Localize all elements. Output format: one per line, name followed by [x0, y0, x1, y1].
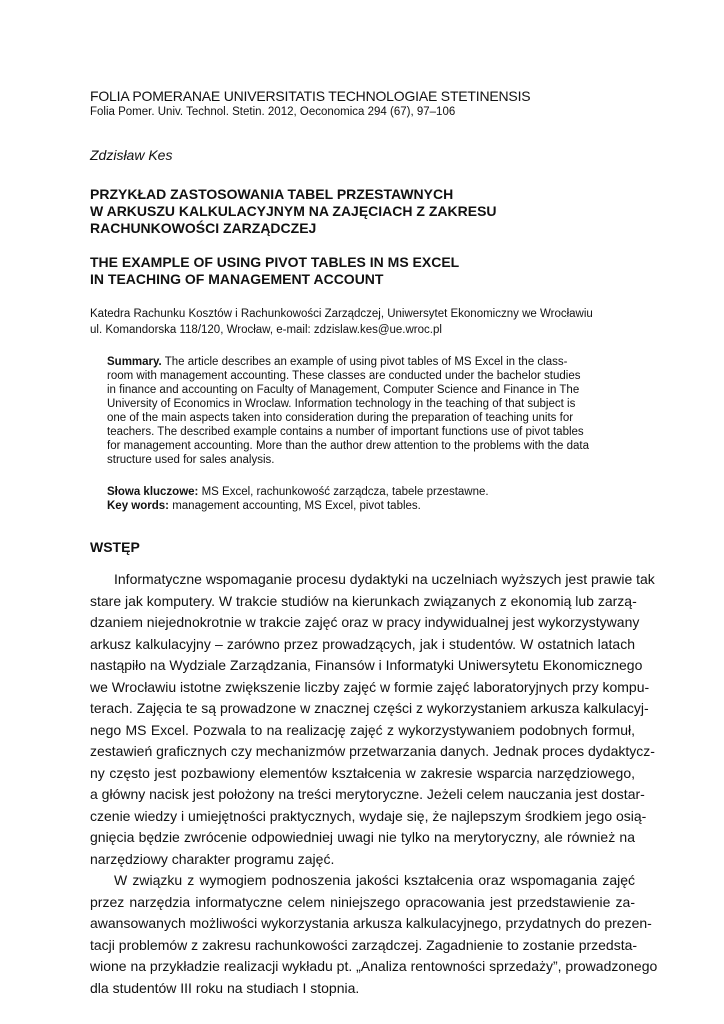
paragraph-line: we Wrocławiu istotne zwiększenie liczby zajęć w formie zajęć laboratoryjnych przy kompu-: [90, 678, 650, 695]
keywords-english: [107, 499, 635, 513]
title-english-line: THE EXAMPLE OF USING PIVOT TABLES IN MS EXCEL: [90, 254, 460, 270]
summary-line: structure used for sales analysis.: [107, 454, 275, 466]
paragraph-line: nastąpiło na Wydziale Zarządzania, Finansów i Informatyki Uniwersytetu Ekonomicznego: [90, 657, 643, 673]
paragraph-line: arkusz kalkulacyjny – zarówno przez prowadzących, jak i studentów. W ostatnich latach: [90, 635, 635, 652]
paragraph-line: zestawień graficznych czy mechanizmów przetwarzania danych. Jednak proces dydaktycz-: [90, 743, 655, 759]
keywords-english-label: Key words:: [107, 500, 169, 512]
journal-name: FOLIA POMERANAE UNIVERSITATIS TECHNOLOGIAE STETINENSIS: [90, 88, 531, 104]
paragraph-line: dla studentów III roku na studiach I stopnia.: [90, 979, 360, 996]
paragraph-line: stare jak komputery. W trakcie studiów na kierunkach związanych z ekonomią lub zarzą-: [90, 592, 637, 609]
summary-label: Summary.: [107, 356, 162, 368]
paragraph-line: przez narzędzia informatyczne celem niniejszego opracowania jest przedstawienie za-: [90, 893, 635, 910]
paragraph-line: awansowanych możliwości wykorzystania arkusza kalkulacyjnego, przydatnych do prezen-: [90, 915, 652, 931]
summary-first-line: [107, 355, 635, 369]
summary-text: The article describes an example of using pivot tables of MS Excel in the class-: [161, 356, 568, 368]
citation-line: Folia Pomer. Univ. Technol. Stetin. 2012, Oeconomica 294 (67), 97–106: [90, 106, 456, 118]
paragraph-line: dzaniem niejednokrotnie w trakcie zajęć oraz w pracy indywidualnej jest wykorzystywany: [90, 614, 640, 630]
keywords-polish-text: MS Excel, rachunkowość zarządcza, tabele przestawne.: [198, 486, 489, 498]
summary-line: for management accounting. More than the author drew attention to the problems with the data: [107, 440, 590, 452]
paragraph-line: czenie wiedzy i umiejętności praktycznych, wydaje się, że najlepszym środkiem jego osią-: [90, 807, 647, 824]
section-heading: WSTĘP: [90, 539, 140, 555]
paragraph-line: narzędziowy charakter programu zajęć.: [90, 850, 335, 867]
paragraph-line: W związku z wymogiem podnoszenia jakości kształcenia oraz wspomagania zajęć: [114, 872, 635, 888]
affiliation: [90, 306, 635, 338]
summary-block: [107, 355, 635, 467]
paragraph-line: nego MS Excel. Pozwala to na realizację zajęć z wykorzystywaniem podobnych formuł,: [90, 721, 635, 738]
keywords-polish: [107, 485, 635, 499]
paragraph-line: gnięcia będzie zwrócenie odpowiedniej uwagi nie tylko na merytoryczny, ale również na: [90, 829, 635, 845]
title-polish-line: W ARKUSZU KALKULACYJNYM NA ZAJĘCIACH Z ZAKRESU: [90, 203, 497, 219]
document-page: [90, 88, 658, 999]
keywords-polish-label: Słowa kluczowe:: [107, 486, 199, 498]
summary-line: in finance and accounting on Faculty of Management, Computer Science and Finance in The: [107, 384, 580, 396]
paragraph-line: Informatyczne wspomaganie procesu dydaktyki na uczelniach wyższych jest prawie tak: [114, 571, 655, 587]
paragraph-line: wione na przykładzie realizacji wykładu pt. „Analiza rentowności sprzedaży”, prowadzonego: [90, 958, 658, 974]
summary-line: one of the main aspects taken into consideration during the preparation of teaching units for: [107, 412, 574, 424]
paragraph-line: terach. Zajęcia te są prowadzone w znacznej części z wykorzystaniem arkusza kalkulacyj-: [90, 700, 649, 716]
summary-line: University of Economics in Wroclaw. Information technology in the teaching of that subject is: [107, 398, 576, 410]
paragraph-line: tacji problemów z zakresu rachunkowości zarządczej. Zagadnienie to zostanie przedsta-: [90, 936, 638, 953]
title-english-line: IN TEACHING OF MANAGEMENT ACCOUNT: [90, 271, 384, 287]
affiliation-line: ul. Komandorska 118/120, Wrocław, e-mail: zdzislaw.kes@ue.wroc.pl: [90, 324, 442, 336]
title-english: [90, 254, 635, 288]
title-polish-line: RACHUNKOWOŚCI ZARZĄDCZEJ: [90, 220, 317, 236]
affiliation-line: Katedra Rachunku Kosztów i Rachunkowości Zarządczej, Uniwersytet Ekonomiczny we Wrocławiu: [90, 308, 593, 320]
keywords-block: [107, 485, 635, 513]
summary-line: teachers. The described example contains a number of important functions use of pivot tables: [107, 426, 584, 438]
paragraph-line: ny często jest pozbawiony elementów kształcenia w zakresie wsparcia narzędziowego,: [90, 764, 635, 781]
title-polish: [90, 186, 635, 237]
body-text: [90, 569, 658, 999]
summary-line: room with management accounting. These classes are conducted under the bachelor studies: [107, 370, 581, 382]
title-polish-line: PRZYKŁAD ZASTOSOWANIA TABEL PRZESTAWNYCH: [90, 186, 454, 202]
keywords-english-text: management accounting, MS Excel, pivot tables.: [169, 500, 421, 512]
author-name: Zdzisław Kes: [90, 147, 173, 163]
paragraph-line: a główny nacisk jest położony na treści merytoryczne. Jeżeli celem nauczania jest dostar-: [90, 786, 645, 802]
